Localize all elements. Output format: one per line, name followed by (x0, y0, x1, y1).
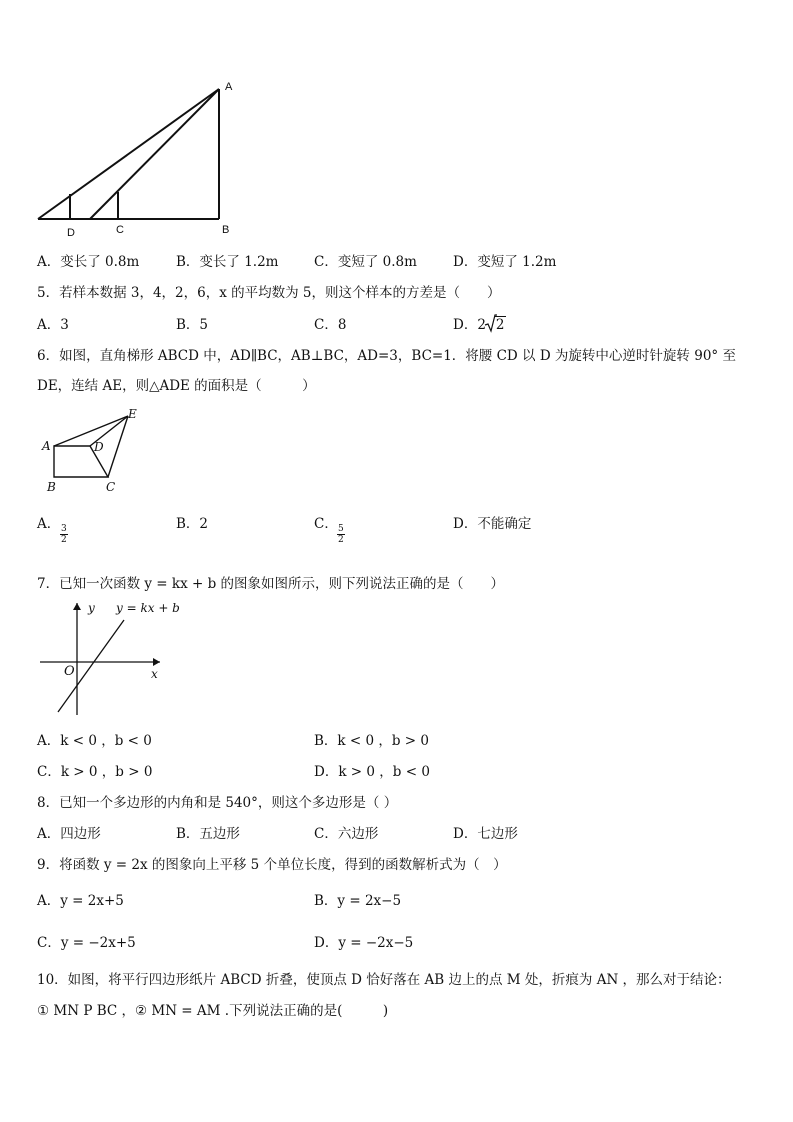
q9-stem: 9．将函数 y = 2x 的图象向上平移 5 个单位长度，得到的函数解析式为（ ） (37, 857, 507, 873)
q6-option-b: B．2 (176, 516, 209, 532)
q10-stem-line1: 10．如图，将平行四边形纸片 ABCD 折叠，使顶点 D 恰好落在 AB 边上的点 M 处，折痕为 AN ，那么对于结论： (37, 972, 731, 988)
q6-label-b: B (47, 480, 56, 494)
q9-option-b: B．y = 2x−5 (314, 893, 402, 909)
q6-label-a: A (42, 439, 51, 453)
q6-stem-line1: 6．如图，直角梯形 ABCD 中，AD∥BC，AB⊥BC，AD=3，BC=1．将腰 CD 以 D 为旋转中心逆时针旋转 90° 至 (37, 348, 736, 364)
q8-stem: 8．已知一个多边形的内角和是 540°，则这个多边形是（ ） (37, 795, 398, 811)
q5-option-a: A．3 (37, 317, 69, 333)
q6-option-c-num: 5 (338, 524, 344, 534)
q6-option-a-num: 3 (61, 524, 67, 534)
q9-option-a: A．y = 2x+5 (37, 893, 124, 909)
q8-option-b: B．五边形 (176, 826, 240, 842)
q4-option-b: B．变长了 1.2m (176, 254, 279, 270)
q6-label-d: D (94, 440, 104, 454)
q6-label-c: C (106, 480, 116, 494)
q9-option-d: D．y = −2x−5 (314, 935, 414, 951)
q10-stem-line2: ① MN P BC ，② MN = AM .下列说法正确的是( ) (37, 1003, 389, 1019)
q5-stem: 5．若样本数据 3，4，2，6，x 的平均数为 5，则这个样本的方差是（ ） (37, 285, 501, 301)
q6-stem-line2: DE，连结 AE，则△ADE 的面积是（ ） (37, 378, 316, 394)
q8-option-d: D．七边形 (453, 826, 518, 842)
q7-label-x-axis: x (151, 667, 158, 681)
q7-label-y-axis: y (88, 601, 95, 615)
q7-option-d: D．k > 0 ，b < 0 (314, 764, 430, 780)
q6-option-c-den: 2 (338, 535, 344, 545)
q6-label-e: E (128, 407, 137, 421)
q5-option-d-prefix: D．2 (453, 317, 486, 333)
q4-label-c: C (116, 224, 124, 236)
q4-label-a: A (225, 81, 233, 93)
q6-option-d: D．不能确定 (453, 516, 532, 532)
q7-option-a: A．k < 0 ，b < 0 (37, 733, 152, 749)
q5-option-b: B．5 (176, 317, 209, 333)
q9-option-c: C．y = −2x+5 (37, 935, 136, 951)
q7-option-c: C．k > 0 ，b > 0 (37, 764, 153, 780)
q4-label-d: D (67, 227, 75, 239)
q7-label-line: y = kx + b (116, 601, 180, 615)
q7-option-b: B．k < 0 ，b > 0 (314, 733, 430, 749)
q5-option-c: C．8 (314, 317, 347, 333)
q7-stem: 7．已知一次函数 y = kx + b 的图象如图所示，则下列说法正确的是（ ） (37, 576, 505, 592)
q5-option-d-radicand: 2 (495, 317, 505, 333)
q6-option-a-prefix: A． (37, 516, 61, 532)
q4-option-d: D．变短了 1.2m (453, 254, 557, 270)
q4-label-b: B (222, 224, 230, 236)
q4-option-a: A．变长了 0.8m (37, 254, 140, 270)
q8-option-c: C．六边形 (314, 826, 379, 842)
q8-option-a: A．四边形 (37, 826, 101, 842)
q7-label-origin: O (64, 664, 75, 679)
q6-option-c-prefix: C． (314, 516, 338, 532)
q4-option-c: C．变短了 0.8m (314, 254, 417, 270)
q6-option-a-den: 2 (61, 535, 67, 545)
